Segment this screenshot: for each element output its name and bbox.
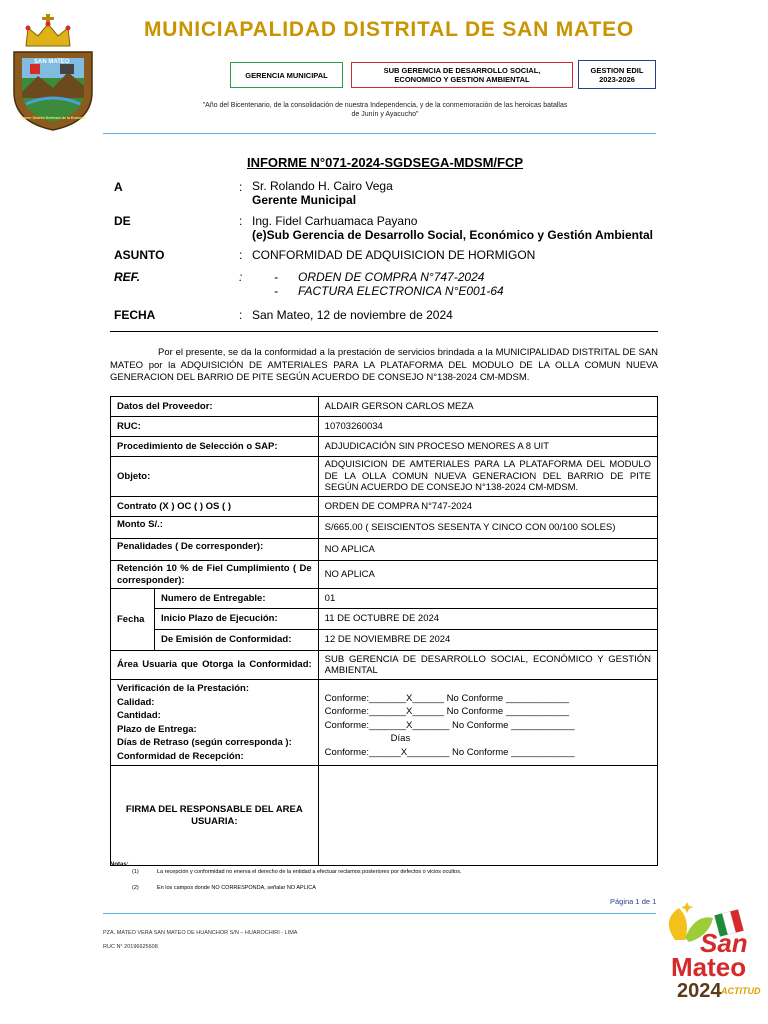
footer-ruc: RUC N° 20196625608 (103, 944, 158, 950)
entregable-label: Numero de Entregable: (154, 589, 318, 609)
monto-value: S/665.00 ( SEISCIENTOS SESENTA Y CINCO CON 00/100 SOLES) (318, 517, 657, 539)
gestion-edil-line2: 2023-2026 (599, 74, 635, 84)
san-mateo-2024-logo (655, 900, 767, 1010)
firma-label: FIRMA DEL RESPONSABLE DEL AREA USUARIA: (111, 766, 319, 866)
table-row (111, 497, 658, 517)
year-motto (165, 101, 605, 119)
verificacion-title: Verificación de la Prestación: (117, 683, 249, 694)
note-num: (2) (132, 885, 139, 891)
penalidades-value: NO APLICA (318, 539, 657, 561)
table-row (111, 609, 658, 630)
table-row (111, 457, 658, 497)
ref-item: - ORDEN DE COMPRA N°747-2024 (274, 270, 485, 284)
intro-paragraph: Por el presente, se da la conformidad a la prestación de servicios brindada a la MUNICIPALIDAD DISTRITAL DE SAN MATEO por la ADQUISICIÓN DE AMTERIALES PARA LA PLATAFORMA DEL MODULO DE LA OLLA COMUN NUEVA GENERACION DEL BARRIO DE PITE SEGÚN ACUERDO DE CONSEJO N°138-2024 CM-MDSM. (110, 347, 658, 383)
fecha-label: FECHA (114, 308, 156, 322)
retencion-value: NO APLICA (318, 561, 657, 589)
year-motto-line1: "Año del Bicentenario, de la consolidación de nuestra Independencia, y de la conmemoración de las heroicas batallas (202, 102, 568, 109)
procedimiento-value: ADJUDICACIÓN SIN PROCESO MENORES A 8 UIT (318, 437, 657, 457)
fecha-value: San Mateo, 12 de noviembre de 2024 (252, 308, 453, 322)
de-value (252, 214, 653, 242)
retencion-label: Retención 10 % de Fiel Cumplimiento ( De corresponder): (111, 561, 319, 589)
recepcion-label: Conformidad de Recepción: (117, 750, 244, 762)
informe-title: INFORME N°071-2024-SGDSEGA-MDSM/FCP (246, 155, 524, 170)
note-text: En los campos donde NO CORRESPONDA, señalar NO APLICA (157, 885, 316, 891)
logo-year: 2024 (677, 980, 722, 1002)
table-row (111, 589, 658, 609)
notes-title: Notas: (110, 862, 129, 868)
de-label: DE (114, 214, 131, 228)
cantidad-label: Cantidad: (117, 710, 161, 721)
table-row (111, 437, 658, 457)
plazo-label: Plazo de Entrega: (117, 723, 197, 735)
page-number: Página 1 de 1 (610, 897, 657, 906)
emision-label: De Emisión de Conformidad: (154, 630, 318, 651)
emision-value: 12 DE NOVIEMBRE DE 2024 (318, 630, 657, 651)
conformity-table (110, 396, 658, 866)
footer-address: PZA. MATEO VERA SAN MATEO DE HUANCHOR S/N – HUAROCHIRI - LIMA (103, 930, 298, 936)
asunto-colon: : (239, 248, 243, 262)
ref-label: REF. (114, 270, 141, 284)
fecha-colon: : (239, 308, 243, 322)
de-role: (e)Sub Gerencia de Desarrollo Social, Económico y Gestión Ambiental (252, 228, 653, 242)
a-colon: : (239, 180, 243, 194)
entregable-value: 01 (318, 589, 657, 609)
area-value: SUB GERENCIA DE DESARROLLO SOCIAL, ECONÓMICO Y GESTIÓN AMBIENTAL (318, 651, 657, 680)
proveedor-value: ALDAIR GERSON CARLOS MEZA (318, 397, 657, 417)
table-row (111, 651, 658, 680)
year-motto-line2: de Junín y Ayacucho" (351, 111, 419, 118)
ruc-value: 10703260034 (318, 417, 657, 437)
municipality-title: MUNICIAPALIDAD DISTRITAL DE SAN MATEO (143, 18, 635, 41)
logo-mateo: Mateo (671, 952, 747, 982)
table-row (111, 766, 658, 866)
asunto-label: ASUNTO (114, 248, 165, 262)
contrato-label: Contrato (X ) OC ( ) OS ( ) (111, 497, 319, 517)
table-row (111, 680, 658, 766)
de-name: Ing. Fidel Carhuamaca Payano (252, 214, 418, 228)
informe-divider (110, 331, 658, 332)
recepcion-value: Conforme:______X________ No Conforme ____________ (324, 746, 575, 758)
asunto-value: CONFORMIDAD DE ADQUISICION DE HORMIGON (252, 248, 536, 262)
plazo-value: Conforme:_______X_______ No Conforme ____________ (324, 719, 575, 731)
a-label: A (114, 180, 123, 194)
calidad-label: Calidad: (117, 696, 155, 708)
calidad-value: Conforme:_______X______ No Conforme ____________ (324, 692, 570, 704)
retraso-label: Días de Retraso (según corresponda ): (117, 737, 292, 748)
de-colon: : (239, 214, 243, 228)
a-name: Sr. Rolando H. Cairo Vega (252, 179, 393, 193)
header-divider (103, 133, 656, 134)
procedimiento-label: Procedimiento de Selección o SAP: (111, 437, 319, 457)
note-num: (1) (132, 869, 139, 875)
ruc-label: RUC: (111, 417, 319, 437)
table-row (111, 561, 658, 589)
contrato-value: ORDEN DE COMPRA N°747-2024 (318, 497, 657, 517)
coat-of-arms-text: SAN MATEO (34, 59, 70, 65)
gestion-edil-box (578, 60, 656, 89)
fecha-group-label: Fecha (111, 589, 155, 651)
penalidades-label: Penalidades ( De corresponder): (111, 539, 319, 561)
coat-of-arms-logo (8, 12, 98, 132)
table-row (111, 417, 658, 437)
verificacion-labels (111, 680, 319, 766)
proveedor-label: Datos del Proveedor: (111, 397, 319, 417)
objeto-value: ADQUISICION DE AMTERIALES PARA LA PLATAFORMA DEL MODULO DE LA OLLA COMUN NUEVA GENERACION DEL BARRIO DE PITE SEGÚN ACUERDO DE CONSEJO N°138-2024 CM-MDSM. (318, 457, 657, 497)
note-text: La recepción y conformidad no enerva el derecho de la entidad a efectuar reclamos posteriores por defectos o vicios ocultos. (157, 869, 462, 875)
a-value (252, 179, 393, 207)
logo-actitud: ACTITUD (721, 986, 761, 996)
objeto-label: Objeto: (111, 457, 319, 497)
inicio-label: Inicio Plazo de Ejecución: (154, 609, 318, 630)
monto-label: Monto S/.: (111, 517, 319, 539)
coat-of-arms-motto: Primer Distrito Defensor de la Ecología (20, 116, 86, 120)
a-role: Gerente Municipal (252, 193, 357, 207)
table-row (111, 397, 658, 417)
inicio-value: 11 DE OCTUBRE DE 2024 (318, 609, 657, 630)
verificacion-values (318, 680, 657, 766)
gestion-edil-line1: GESTION EDIL (590, 65, 644, 75)
area-label: Área Usuaria que Otorga la Conformidad: (111, 651, 319, 680)
retraso-value: Días (390, 733, 411, 745)
footer-divider (103, 913, 656, 914)
table-row (111, 539, 658, 561)
gerencia-municipal-box: GERENCIA MUNICIPAL (230, 62, 343, 88)
table-row (111, 517, 658, 539)
ref-item: - FACTURA ELECTRONICA N°E001-64 (274, 284, 504, 298)
cantidad-value: Conforme:_______X______ No Conforme ____________ (324, 706, 570, 718)
logo-san: San (700, 928, 748, 958)
table-row (111, 630, 658, 651)
firma-space (318, 766, 657, 866)
ref-colon: : (239, 270, 243, 284)
subgerencia-box: SUB GERENCIA DE DESARROLLO SOCIAL, ECONOMICO Y GESTION AMBIENTAL (351, 62, 573, 88)
ref-list (274, 270, 504, 298)
